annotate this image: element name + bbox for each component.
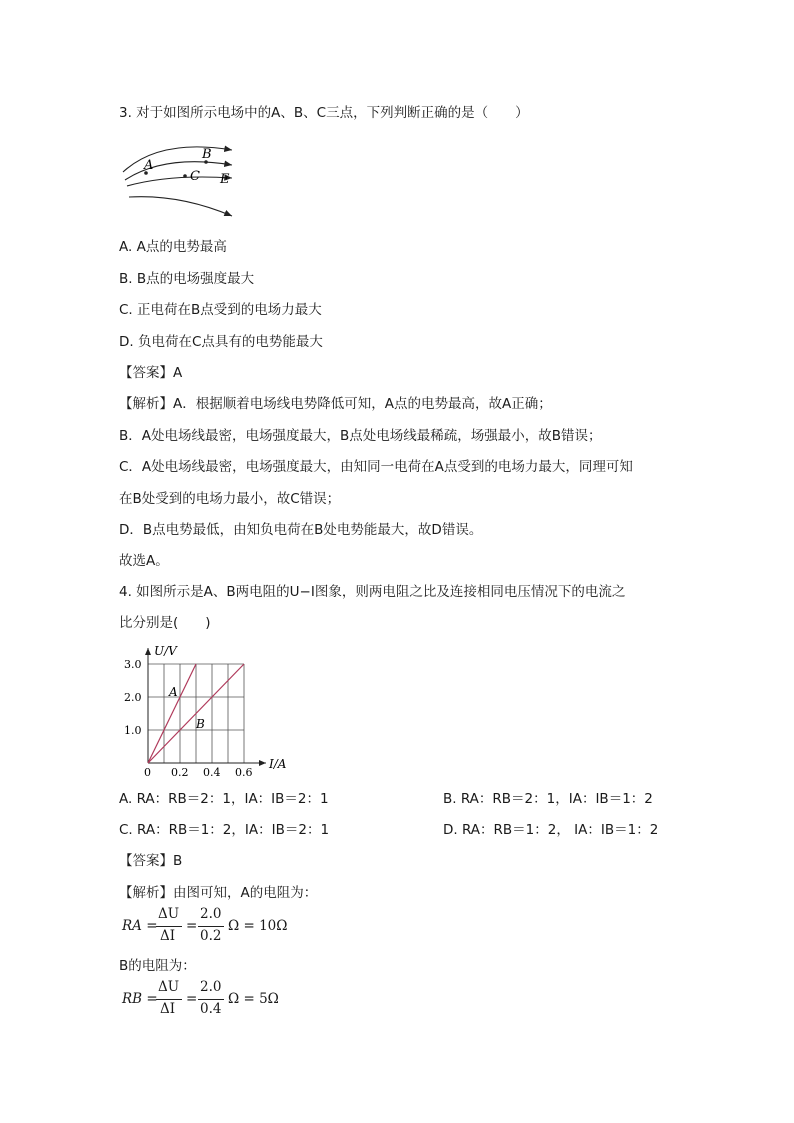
q4-stem-line2: 比分别是( ): [119, 615, 211, 631]
q3-stem: 3. 对于如图所示电场中的A、B、C三点，下列判断正确的是（ ）: [119, 105, 529, 121]
line-a: [148, 664, 196, 763]
q4-option-c: C. RA：RB＝1：2，IA：IB＝2：1: [119, 822, 330, 838]
field-line-4: [129, 197, 232, 216]
field-line-1: [123, 147, 232, 172]
q3-analysis-6: 故选A。: [119, 553, 169, 569]
formula-a-den2: 0.2: [200, 928, 222, 944]
y-tick-1: 1.0: [124, 724, 142, 737]
x-tick-0: 0: [144, 766, 151, 777]
q4-b-intro: B的电阻为：: [119, 958, 196, 974]
ui-graph: [118, 642, 298, 777]
q4-option-d: D. RA：RB＝1：2， IA：IB＝1：2: [443, 822, 659, 838]
formula-b-result: Ω = 5Ω: [228, 991, 279, 1007]
y-axis-label: U/V: [154, 644, 177, 658]
formula-b-lhs: RB =: [122, 991, 158, 1007]
q3-analysis-4: 在B处受到的电场力最小，故C错误；: [119, 491, 341, 507]
formula-a-result: Ω = 10Ω: [228, 918, 288, 934]
x-tick-04: 0.4: [203, 766, 221, 777]
q3-analysis-3: C．A处电场线最密，电场强度最大，由知同一电荷在A点受到的电场力最大，同理可知: [119, 459, 633, 475]
line-a-label: A: [169, 685, 178, 699]
q3-answer: 【答案】A: [119, 365, 183, 381]
y-tick-2: 2.0: [124, 691, 142, 704]
label-c: C: [190, 169, 200, 184]
formula-a-num1: ΔU: [158, 906, 180, 922]
label-b: B: [202, 147, 212, 162]
q3-analysis-5: D．B点电势最低，由知负电荷在B处电势能最大，故D错误。: [119, 522, 483, 538]
q4-stem-line1: 4. 如图所示是A、B两电阻的U−I图象，则两电阻之比及连接相同电压情况下的电流之: [119, 584, 626, 600]
q3-option-b: B. B点的电场强度最大: [119, 271, 255, 287]
formula-b-num2: 2.0: [200, 979, 222, 995]
x-tick-02: 0.2: [171, 766, 189, 777]
label-a: A: [144, 158, 154, 173]
q3-option-a: A. A点的电势最高: [119, 239, 227, 255]
formula-b-den2: 0.4: [200, 1001, 222, 1017]
formula-a-lhs: RA =: [122, 918, 158, 934]
line-b-label: B: [196, 717, 205, 731]
field-line-3: [127, 177, 232, 186]
q4-option-a: A. RA：RB＝2：1，IA：IB＝2：1: [119, 791, 329, 807]
y-tick-3: 3.0: [124, 658, 142, 671]
formula-b: RB = ΔU ΔI = 2.0 0.4 Ω = 5Ω: [122, 979, 279, 1017]
q4-option-b: B. RA：RB＝2：1，IA：IB＝1：2: [443, 791, 653, 807]
formula-a-den1: ΔI: [160, 928, 176, 944]
x-tick-06: 0.6: [235, 766, 253, 777]
point-c: [183, 174, 187, 178]
q3-analysis-2: B．A处电场线最密，电场强度最大，B点处电场线最稀疏，场强最小，故B错误；: [119, 428, 602, 444]
q3-option-c: C. 正电荷在B点受到的电场力最大: [119, 302, 322, 318]
q3-option-d: D. 负电荷在C点具有的电势能最大: [119, 334, 323, 350]
q3-analysis-1: 【解析】A．根据顺着电场线电势降低可知，A点的电势最高，故A正确；: [119, 396, 552, 412]
q4-answer: 【答案】B: [119, 853, 183, 869]
formula-a: RA = ΔU ΔI = 2.0 0.2 Ω = 10Ω: [122, 906, 288, 944]
electric-field-figure: [120, 140, 240, 220]
formula-b-den1: ΔI: [160, 1001, 176, 1017]
formula-b-num1: ΔU: [158, 979, 180, 995]
label-e: E: [220, 172, 230, 187]
q4-analysis-intro: 【解析】由图可知，A的电阻为：: [119, 885, 318, 901]
formula-a-num2: 2.0: [200, 906, 222, 922]
x-axis-label: I/A: [269, 757, 287, 771]
